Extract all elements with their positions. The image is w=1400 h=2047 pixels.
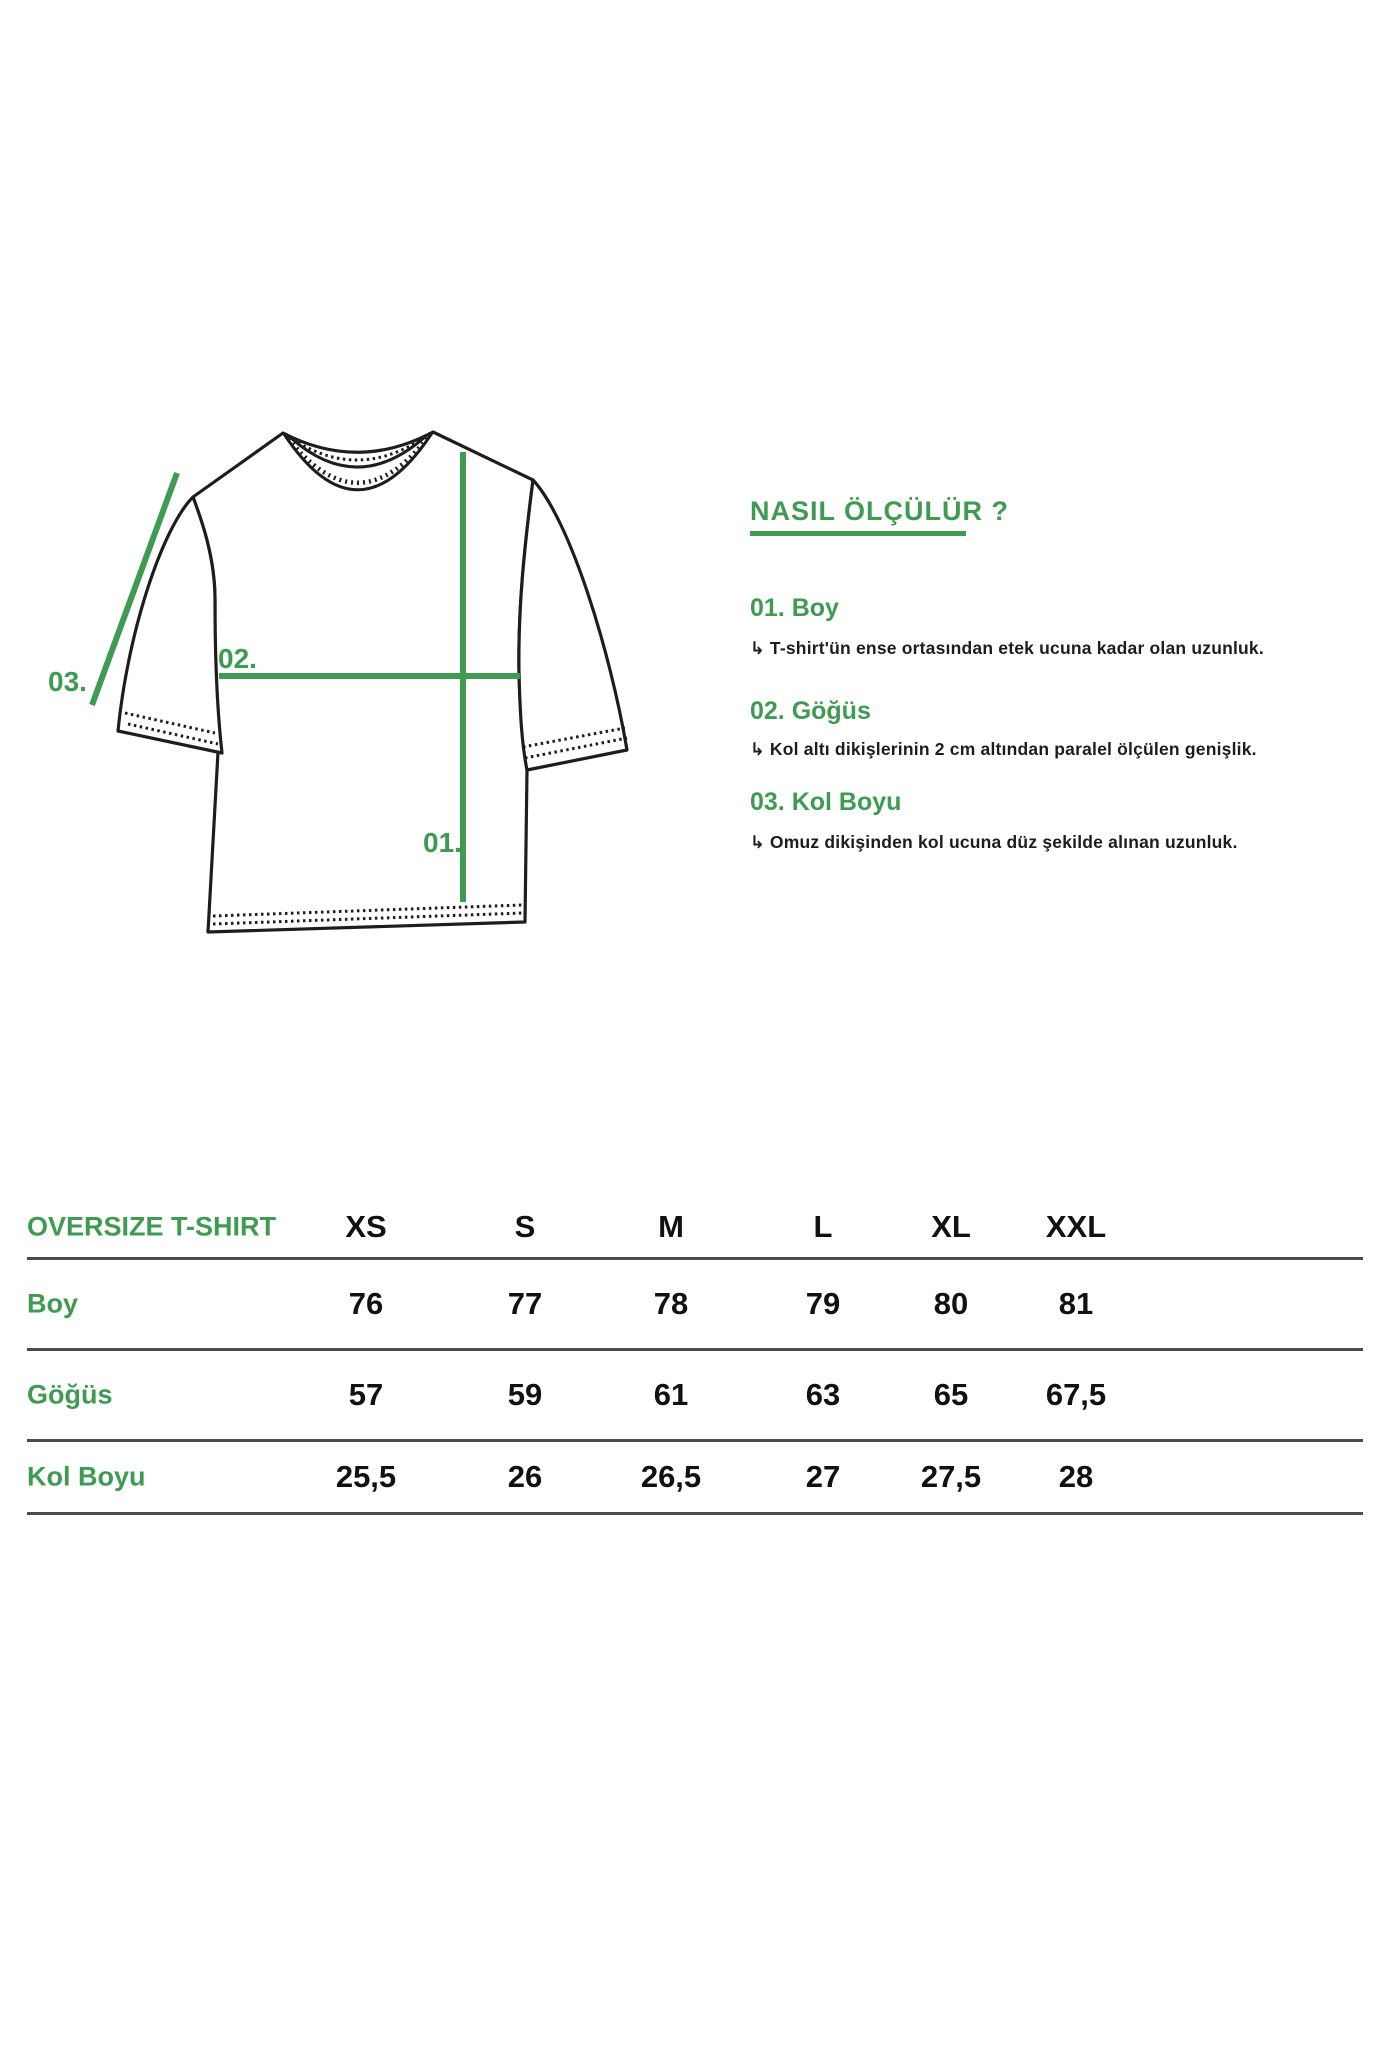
measure-label-01: 01. xyxy=(423,827,462,858)
kol-boyu-value-s: 26 xyxy=(507,1459,543,1494)
measure-item-03-heading: 03. Kol Boyu xyxy=(750,788,902,816)
gogus-value-xs: 57 xyxy=(348,1377,384,1412)
table-row-gogus xyxy=(27,1351,1363,1439)
measure-item-01-heading: 01. Boy xyxy=(750,594,839,622)
gogus-value-xxl: 67,5 xyxy=(1045,1377,1107,1412)
size-table-title: OVERSIZE T-SHIRT xyxy=(27,1211,277,1242)
title-underline xyxy=(750,531,966,536)
boy-value-xxl: 81 xyxy=(1058,1286,1094,1321)
row-label-gogus: Göğüs xyxy=(27,1379,113,1410)
boy-value-xl: 80 xyxy=(933,1286,969,1321)
measure-item-03-description: ↳ Omuz dikişinden kol ucuna düz şekilde alınan uzunluk. xyxy=(750,832,1238,852)
size-header-m: M xyxy=(658,1209,684,1244)
tshirt-measurement-diagram xyxy=(0,0,700,1000)
row-label-boy: Boy xyxy=(27,1288,79,1319)
kol-boyu-value-xxl: 28 xyxy=(1058,1459,1094,1494)
size-header-l: L xyxy=(813,1209,833,1244)
size-table xyxy=(27,1197,1363,1515)
boy-value-m: 78 xyxy=(653,1286,689,1321)
kol-boyu-value-xs: 25,5 xyxy=(335,1459,397,1494)
gogus-value-xl: 65 xyxy=(933,1377,969,1412)
how-to-measure-title: NASIL ÖLÇÜLÜR ? xyxy=(750,496,1009,526)
table-row-kol-boyu xyxy=(27,1442,1363,1512)
kol-boyu-value-xl: 27,5 xyxy=(920,1459,982,1494)
size-header-xl: XL xyxy=(931,1209,971,1244)
size-table-header-row xyxy=(27,1197,1363,1257)
measure-label-02: 02. xyxy=(218,643,257,674)
tshirt-left-sleeve xyxy=(118,497,222,753)
row-label-kol-boyu: Kol Boyu xyxy=(27,1461,146,1492)
tshirt-body-outline xyxy=(193,432,533,932)
gogus-value-l: 63 xyxy=(805,1377,841,1412)
size-header-xxl: XXL xyxy=(1045,1209,1107,1244)
size-header-s: S xyxy=(514,1209,536,1244)
table-row-boy xyxy=(27,1260,1363,1348)
size-header-xs: XS xyxy=(345,1209,387,1244)
boy-value-s: 77 xyxy=(507,1286,543,1321)
table-rule xyxy=(27,1512,1363,1515)
measure-item-01-description: ↳ T-shirt'ün ense ortasından etek ucuna kadar olan uzunluk. xyxy=(750,638,1264,658)
gogus-value-s: 59 xyxy=(507,1377,543,1412)
kol-boyu-value-m: 26,5 xyxy=(640,1459,702,1494)
tshirt-right-sleeve xyxy=(519,480,627,770)
boy-value-l: 79 xyxy=(805,1286,841,1321)
gogus-value-m: 61 xyxy=(653,1377,689,1412)
measure-item-02-description: ↳ Kol altı dikişlerinin 2 cm altından paralel ölçülen genişlik. xyxy=(750,739,1257,759)
kol-boyu-value-l: 27 xyxy=(805,1459,841,1494)
measure-item-02-heading: 02. Göğüs xyxy=(750,697,871,725)
measure-label-03: 03. xyxy=(48,666,87,697)
boy-value-xs: 76 xyxy=(348,1286,384,1321)
